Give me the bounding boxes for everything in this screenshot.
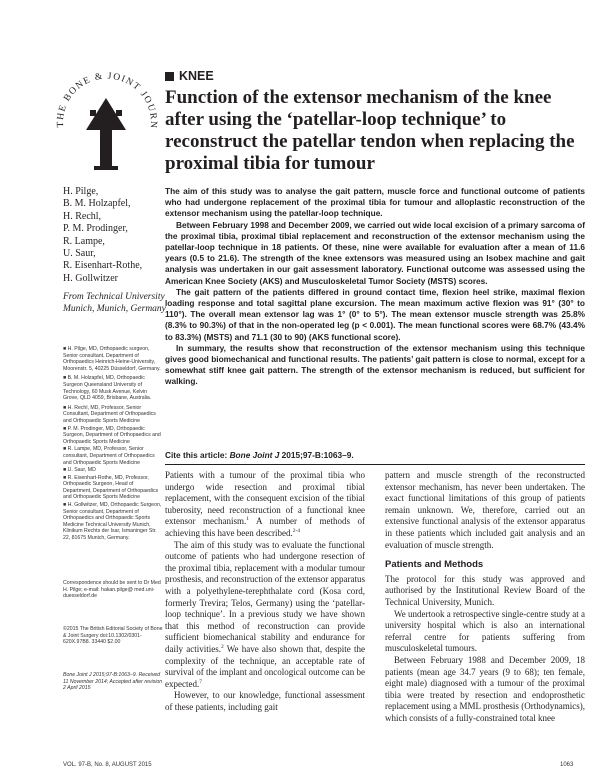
- svg-text:THE BONE & JOINT JOURNAL: THE BONE & JOINT JOURN: [55, 71, 159, 130]
- citation-journal: Bone Joint J: [229, 450, 280, 460]
- author: P. M. Prodinger,: [63, 223, 128, 235]
- abstract-paragraph: Between February 1998 and December 2009, we carried out wide local excision of a primary sarcoma of the proximal tibia, proximal tibial replacement and reconstruction of the extensor mechanism using the patellar-loop technique in 18 patients. Of these, nine were available for evaluation after a mean of 11.6 years (0.5 to 21.6). The strength of the knee extensors was measured using an Isobex machine and gait analysis was undertaken in our gait assessment laboratory. Functional outcome was assessed using the American Knee Society (AKS) and Musculoskeletal Tumor Society (MSTS) scores.: [165, 219, 585, 286]
- author-bios: [63, 346, 163, 543]
- copyright-note: ©2015 The British Editorial Society of Bone & Joint Surgery doi:10.1302/0301-620X.97B8. 33440 $2.00: [63, 626, 163, 646]
- author-bio: ■ R. Eisenhart-Rothe, MD, Professor, Orthopaedic Surgeon, Head of Department, Department of Orthopaedics and Orthopaedic Sports Medicine: [63, 474, 159, 501]
- body-paragraph: We undertook a retrospective single-centre study at a university hospital which is also an international referral centre for patients suffering from musculoskeletal tumours.: [385, 608, 585, 654]
- article-title: Function of the extensor mechanism of the knee after using the ‘patellar-loop technique’ to reconstruct the patellar tendon when replacing the proximal tibia for tumour: [165, 87, 575, 174]
- bone-joint-logo-icon: [50, 70, 162, 180]
- author: H. Gollwitzer: [63, 272, 118, 284]
- body-paragraph: pattern and muscle strength of the reconstructed extensor mechanism, has never been undertaken. The exact functional limitations of this group of patients remain unknown. We, therefore, carried out an extensive functional analysis of the extensor apparatus in these patients which included gait analysis and an evaluation of muscle strength.: [385, 470, 585, 550]
- author-bio: ■ H. Pilge, MD, Orthopaedic surgeon, Senior consultant, Department of Orthopaedics Heinrich-Heine-University, Moorenstr. 5, 40225 Düsseldorf, Germany.: [63, 346, 161, 372]
- affiliation: From Technical University Munich, Munich, Germany: [63, 292, 166, 314]
- divider-rule: [165, 464, 585, 465]
- body-paragraph: Between February 1988 and December 2009, 18 patients (mean age 34.7 years (9 to 68); ten female, eight male) diagnosed with a tumour of the proximal tibia were treated by resection and endoprosthetic replacement using a MML prosthesis (Orthodynamics), which consists of a fully-constrained total knee: [385, 654, 585, 723]
- abstract-paragraph: The gait pattern of the patients differed in ground contact time, flexion heel strike, maximal flexion loading response and total sagittal plane excursion. The mean maximum active flexion was 91° (30° to 110°). The overall mean extensor lag was 1° (0° to 5°). The mean extensor muscle strength was 25.8% (8.3% to 90.3%) of that in the non-operated leg (p < 0.001). The mean functional scores were 68.7% (43.4% to 83.3%) (MSTS) and 71.1 (30 to 90) (AKS functional score).: [165, 286, 585, 342]
- page-number: 1063: [560, 762, 574, 768]
- section-header: [165, 69, 214, 83]
- author-list: [63, 186, 168, 285]
- author: H. Rechl,: [63, 210, 102, 222]
- body-paragraph: However, to our knowledge, functional assessment of these patients, including gait: [165, 690, 365, 712]
- author-bio: ■ R. Lampe, MD, Professor, Senior consultant, Department of Orthopaedics and Orthopaedic Sports Medicine: [63, 446, 155, 466]
- abstract-paragraph: In summary, the results show that reconstruction of the extensor mechanism using this technique gives good biomechanical and functional results. The patients’ gait pattern is close to normal, except for a somewhat stiff knee gait pattern. The strength of the extensor mechanism is reduced, but sufficient for walking.: [165, 342, 585, 387]
- author: R. Eisenhart-Rothe,: [63, 260, 143, 272]
- body-column-left: [165, 470, 365, 713]
- author-bio: ■ H. Rechl, MD, Professor, Senior Consultant, Department of Orthopaedics and Orthopaedic Sports Medicine: [63, 404, 156, 424]
- body-paragraph: Patients with a tumour of the proximal tibia who undergo wide resection and proximal tibial replacement, with the consequent excision of the tibial tuberosity, need reconstruction of a functional knee extensor mechanism.$^1$ A number of methods of achieving this have been described.$^{2-4}$: [165, 470, 365, 538]
- citation-line: [165, 450, 585, 461]
- ref-mark: 1: [246, 516, 249, 523]
- received-note: Bone Joint J 2015;97-B:1063–9. Received 11 November 2014; Accepted after revision 2 April 2015: [63, 672, 163, 692]
- author-bio: ■ H. Gollwitzer, MD, Orthopaedic Surgeon, Senior consultant, Department of Orthopaedics and Orthopaedic Sports Medicine Technical University Munich, Klinikum Rechts der Isar, Ismaninger Str. 22, 81675 Munich, Germany.: [63, 502, 162, 542]
- ref-mark: 2: [220, 643, 224, 650]
- ref-mark: 2-4: [292, 527, 301, 534]
- citation-prefix: Cite this article:: [165, 450, 230, 460]
- journal-logo: [50, 70, 162, 180]
- author: U. Saur,: [63, 248, 96, 260]
- body-column-right: [385, 470, 585, 724]
- ref-mark: 7: [199, 678, 202, 685]
- body-paragraph: The aim of this study was to evaluate the functional outcome of patients who had undergone resection of the proximal tibia, replacement with a modular tumour prosthesis, and reconstruction of the extensor apparatus with a polyethylene-terephthalate cord (Kosa cord, formerly Trevira; Telos, Germany) using the ‘patellar-loop technique’. In a previous study we have shown that this method of reconstruction can provide sufficient biomechanical stability and endurance for daily activities.$^2$ We have also shown that, despite the complexity of the technique, an acceptable rate of survival of the implant and oncological outcome can be expected.$^7$: [165, 539, 365, 689]
- abstract: [165, 186, 585, 388]
- section-label: KNEE: [179, 69, 214, 83]
- citation-ref: 2015;97-B:1063–9.: [279, 450, 354, 460]
- author: R. Lampe,: [63, 235, 105, 247]
- section-square-icon: [165, 72, 174, 81]
- section-heading: Patients and Methods: [385, 559, 484, 571]
- author: H. Pilge,: [63, 186, 99, 197]
- abstract-paragraph: The aim of this study was to analyse the gait pattern, muscle force and functional outcome of patients who had undergone replacement of the proximal tibia for tumour and alloplastic reconstruction of the extensor mechanism using the patellar-loop technique.: [165, 186, 585, 219]
- author-bio: ■ U. Saur, MD: [63, 467, 96, 474]
- author-bio: ■ P. M. Prodinger, MD, Orthopaedic Surgeon, Department of Orthopaedics and Orthopaedic Sports Medicine: [63, 425, 161, 445]
- author: B. M. Holzapfel,: [63, 198, 131, 210]
- author-bio: ■ B. M. Holzapfel, MD, Orthopaedic Surgeon Queensland University of Technology, 60 Musk Avenue, Kelvin Grove, QLD 4059, Brisbane, Australia.: [63, 375, 152, 402]
- correspondence-note: Correspondence should be sent to Dr Med H. Pilge; e-mail: hakan.pilge@ med.uni-duesseldorf.de: [63, 580, 161, 600]
- body-paragraph: The protocol for this study was approved and authorised by the Institutional Review Board of the Technical University, Munich.: [385, 573, 585, 607]
- footer-volume: VOL. 97-B, No. 8, AUGUST 2015: [63, 762, 152, 768]
